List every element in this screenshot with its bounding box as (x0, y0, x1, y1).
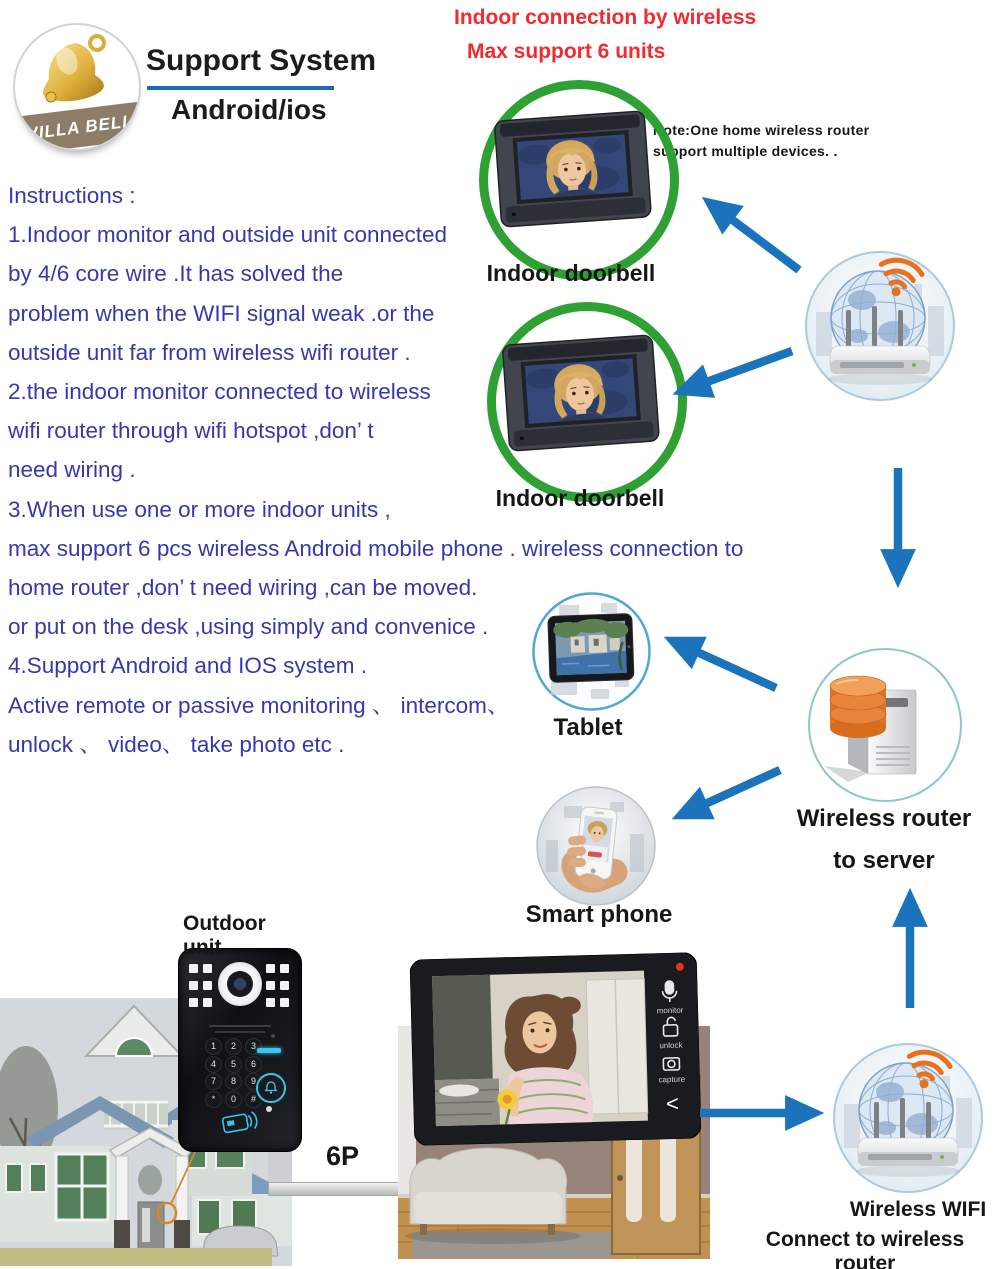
wireless-router-image-bottom (830, 1040, 986, 1196)
instruction-line: wifi router through wifi hotspot ,don’ t (8, 418, 374, 444)
button-light (266, 1106, 272, 1112)
key-7: 7 (205, 1073, 222, 1090)
key-8: 8 (225, 1073, 242, 1090)
speaker-slot (209, 1025, 271, 1027)
instruction-line: unlock 、 video、 take photo etc . (8, 731, 345, 757)
smart-phone-image (534, 784, 658, 908)
indoor-doorbell-label-top: Indoor doorbell (486, 260, 656, 286)
brand-title: Support System (146, 44, 377, 77)
instruction-line: home router ,don’ t need wiring ,can be moved. (8, 575, 478, 601)
server-label-line1: Wireless router (796, 805, 972, 832)
instruction-line: problem when the WIFI signal weak .or the (8, 300, 435, 326)
header-line1: Indoor connection by wireless (454, 6, 757, 29)
ir-led-grid-left (189, 964, 212, 1007)
arrow-server-to-phone (681, 770, 780, 815)
villa-bell-logo (13, 23, 141, 151)
key-star: * (205, 1091, 222, 1108)
server-image (806, 646, 964, 804)
key-5: 5 (225, 1056, 242, 1073)
note-line1: Note:One home wireless router (653, 122, 870, 138)
key-3: 3 (245, 1038, 262, 1055)
server-label-line2: to server (833, 847, 935, 874)
instruction-line: outside unit far from wireless wifi router . (8, 339, 411, 365)
cable-label: 6P (326, 1141, 360, 1171)
left-wing (0, 1146, 118, 1242)
outdoor-unit-label: Outdoor unit (183, 912, 266, 959)
unlock-button-label: unlock (659, 1040, 683, 1051)
doorbell-call-button (256, 1073, 286, 1103)
wifi-label-line1: Wireless WIFI (849, 1198, 987, 1221)
ir-led-grid-right (266, 964, 289, 1007)
instruction-line: 2.the indoor monitor connected to wireless (8, 379, 431, 405)
bell-icon (264, 1081, 278, 1095)
brand-subtitle: Android/ios (171, 94, 327, 125)
monitor-button-label: monitor (656, 1005, 684, 1016)
key-6: 6 (245, 1056, 262, 1073)
brand-name: VILLA BELL (25, 111, 135, 144)
capture-button-label: capture (658, 1074, 686, 1085)
tablet-label: Tablet (553, 714, 623, 741)
instruction-line: Active remote or passive monitoring 、 intercom、 (8, 692, 510, 718)
tablet-image (531, 591, 652, 712)
indoor-monitor-image (410, 952, 702, 1145)
key-hash: # (245, 1091, 262, 1108)
status-light-bar (257, 1048, 281, 1053)
note-line2: support multiple devices. . (653, 143, 838, 159)
instruction-line: 1.Indoor monitor and outside unit connected (8, 222, 448, 248)
instruction-line: need wiring . (8, 457, 136, 483)
instruction-line: or put on the desk ,using simply and convenice . (8, 614, 489, 640)
outdoor-unit-image (178, 948, 302, 1152)
instruction-line: 3.When use one or more indoor units , (8, 496, 391, 522)
instruction-line: by 4/6 core wire .It has solved the (8, 261, 344, 287)
back-button-glyph: < (665, 1090, 680, 1117)
grass (0, 1248, 272, 1266)
indoor-doorbell-image-mid (501, 331, 661, 459)
instruction-line: 4.Support Android and IOS system . (8, 653, 367, 679)
mic-hole (271, 1034, 275, 1038)
instructions-title: Instructions : (8, 183, 136, 208)
key-9: 9 (245, 1073, 262, 1090)
tablet-device (548, 614, 634, 683)
rfid-card-icon (219, 1106, 261, 1136)
6p-cable (268, 1182, 416, 1196)
key-2: 2 (225, 1038, 242, 1055)
brand-underline (147, 86, 334, 90)
instruction-line: max support 6 pcs wireless Android mobile phone . wireless connection to (8, 535, 744, 561)
keypad (205, 1038, 261, 1108)
smart-phone-label: Smart phone (525, 901, 673, 928)
wireless-router-image-top (802, 248, 958, 404)
key-1: 1 (205, 1038, 222, 1055)
wifi-label-line2: Connect to wireless router (765, 1228, 965, 1269)
key-0: 0 (225, 1091, 242, 1108)
speaker-slot (215, 1031, 265, 1033)
camera-icon (218, 962, 262, 1006)
indoor-doorbell-label-mid: Indoor doorbell (495, 485, 665, 511)
bell-icon (31, 31, 121, 111)
key-4: 4 (205, 1056, 222, 1073)
indoor-doorbell-image-top (493, 107, 653, 235)
header-line2: Max support 6 units (467, 40, 666, 63)
note-text (653, 120, 869, 162)
